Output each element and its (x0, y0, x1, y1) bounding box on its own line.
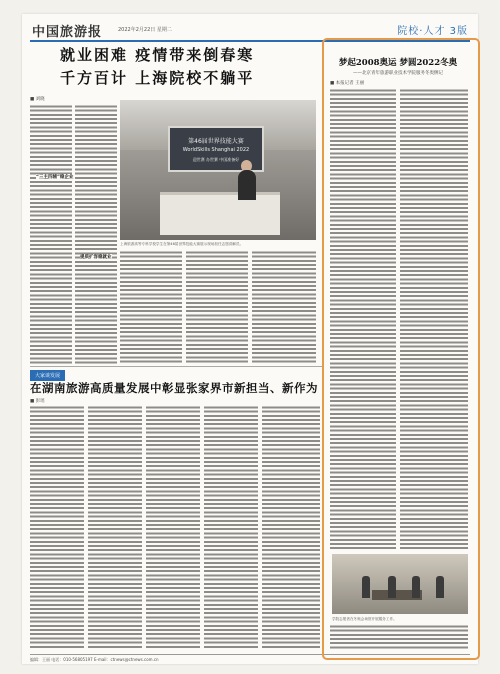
section-divider (30, 366, 322, 367)
article2-byline: ■ 彭瑶 (30, 399, 45, 404)
article1-column2 (75, 104, 117, 364)
article1-subhead1: “三主四辅”稳企业 (36, 175, 74, 180)
article1-column1 (30, 104, 72, 364)
article2-column3 (146, 405, 200, 649)
article2-column1 (30, 405, 84, 649)
article1-photo-caption: 上海旅游高等专科学校学生在第46届世界技能大赛展示现场担任志愿讲解员。 (120, 242, 244, 246)
article1-column4 (186, 250, 248, 364)
board-title: 第46届世界技能大赛 (188, 138, 244, 145)
article1-column3 (120, 250, 182, 364)
article3-headline[interactable]: 梦起2008奥运 梦圆2022冬奥 (338, 58, 458, 68)
article1-byline: ■ 刘晓 (30, 97, 45, 102)
article2-column5 (262, 405, 320, 649)
highlight-frame (322, 38, 480, 660)
headline-line2: 千方百计 上海院校不躺平 (60, 69, 255, 87)
board-subtitle: WorldSkills Shanghai 2022 (182, 147, 250, 153)
article1-photo[interactable] (120, 100, 316, 240)
page-footer: 编辑：王丽 电话：010-56805197 E-mail：ctnews@ctnews.com.cn (30, 654, 470, 663)
article2-headline[interactable]: 在湖南旅游高质量发展中彰显张家界市新担当、新作为 (30, 381, 318, 395)
headline-line1: 就业困难 疫情带来倒春寒 (60, 46, 255, 64)
article2-kicker: 大家谈发展 (30, 370, 65, 381)
section-label: 院校·人才 3版 (397, 26, 468, 37)
photo-counter (160, 192, 280, 235)
article2-column2 (88, 405, 142, 649)
photo-person (238, 170, 256, 200)
article2-column4 (204, 405, 258, 649)
newspaper-logo: 中国旅游报 (32, 25, 103, 40)
article1-headline[interactable] (60, 44, 320, 88)
article1-column5 (252, 250, 316, 364)
board-note: 迎世赛 办世赛 中国准备好 (192, 157, 240, 162)
article3-byline: ■ 本报记者 王丽 (330, 81, 365, 86)
article3-subheadline: ——北京青年旅游职业技术学院服务冬奥侧记 (353, 71, 443, 76)
issue-date: 2022年2月22日 星期二 (118, 27, 172, 33)
article1-subhead2: 提质扩容稳就业 (80, 255, 112, 260)
article3-photo-caption: 学院志愿者在冬奥会场馆开展服务工作。 (332, 617, 397, 621)
